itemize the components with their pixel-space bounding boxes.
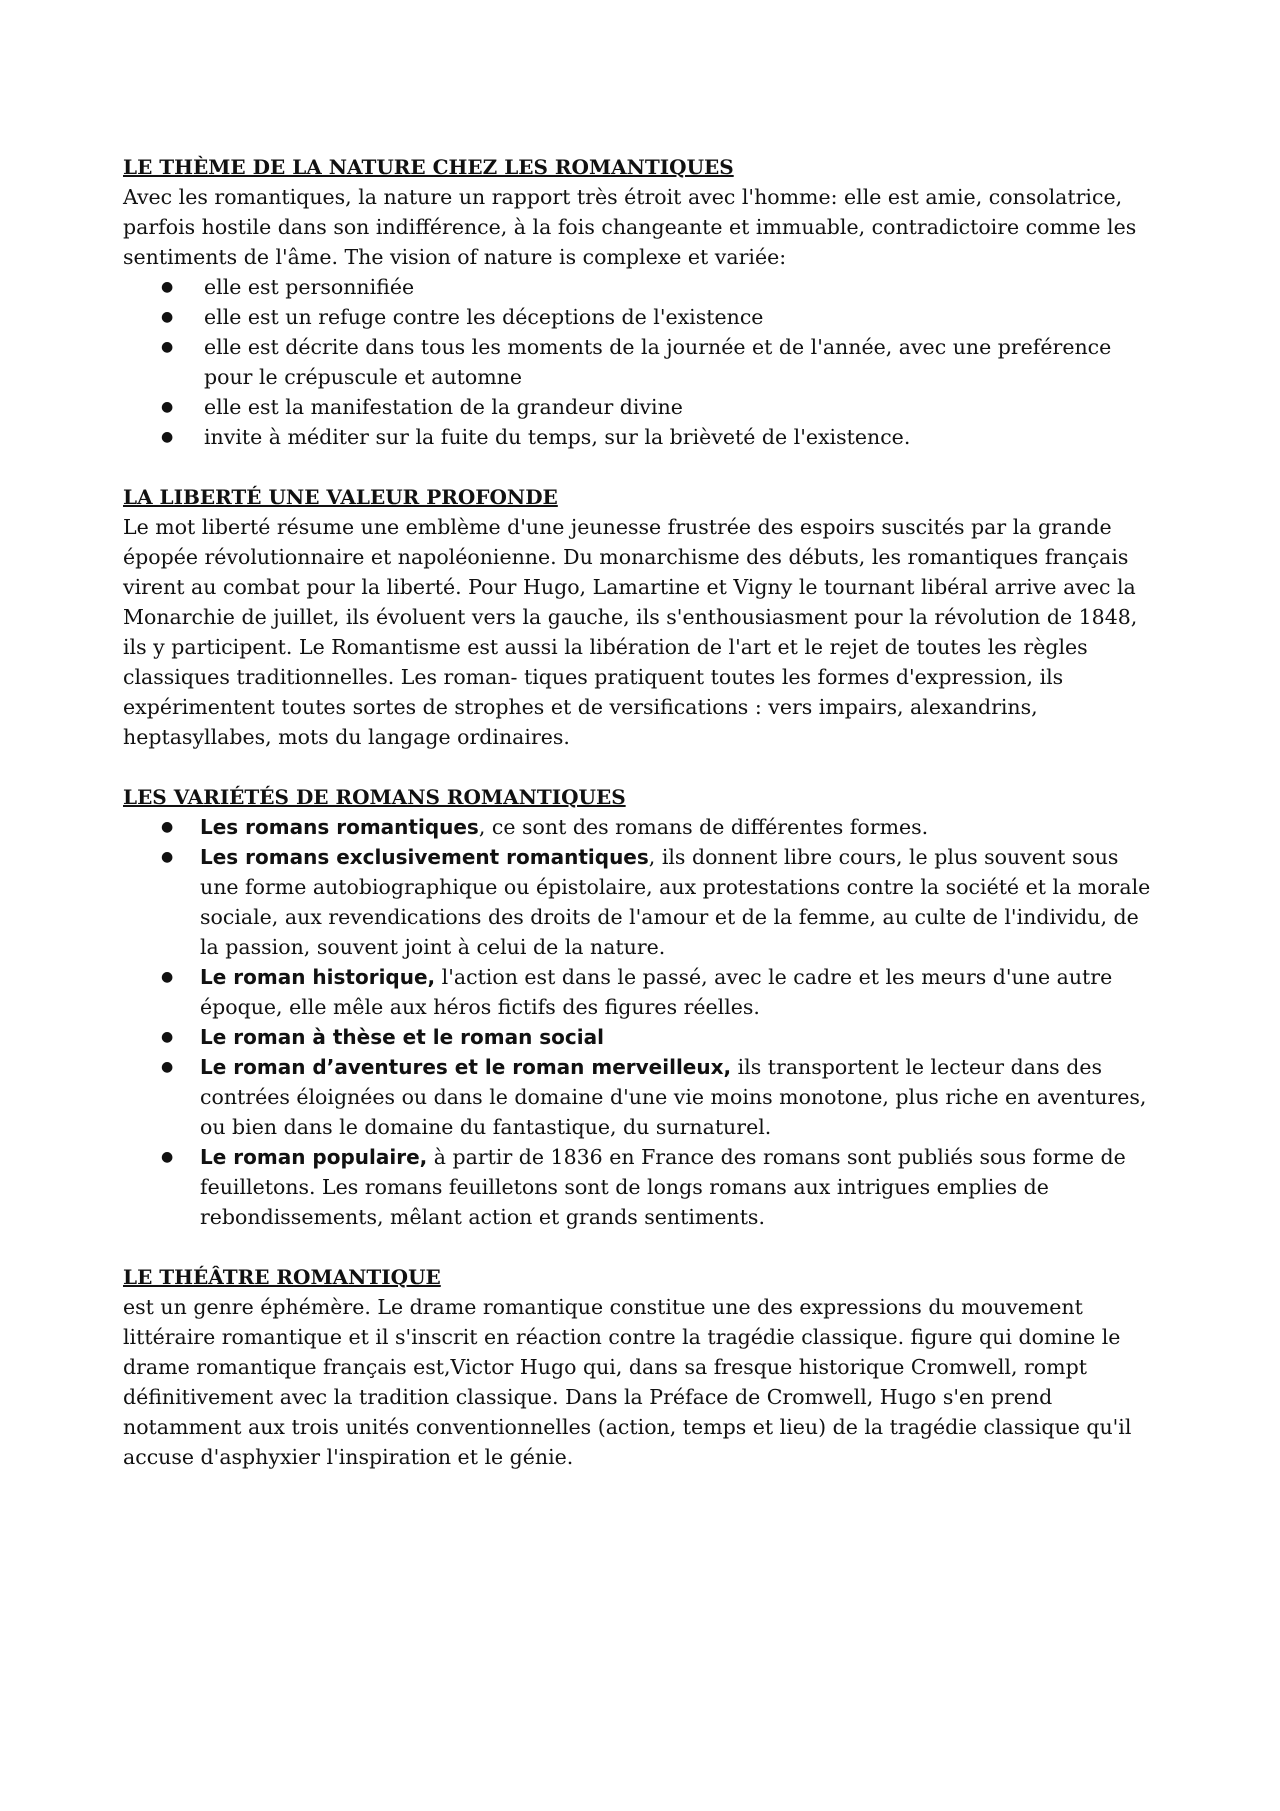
list-item bbox=[123, 392, 1163, 422]
item-bold-term: Le roman à thèse et le roman social bbox=[200, 1025, 604, 1049]
list-item bbox=[123, 332, 1163, 392]
section-text: Le mot liberté résume une emblème d'une jeunesse frustrée des espoirs suscités par la grande épopée révolutionnaire et napoléonienne. Du monarchisme des débuts, les romantiques français virent au combat pour la liberté. Pour Hugo, Lamartine et Vigny le tournant libéral arrive avec la Monarchie de juillet, ils évoluent vers la gauche, ils s'enthousiasment pour la révolution de 1848, ils y participent. Le Romantisme est aussi la libération de l'art et le rejet de toutes les règles classiques traditionnelles. Les roman- tiques pratiquent toutes les formes d'expression, ils expérimentent toutes sortes de strophes et de versifications : vers impairs, alexandrins, heptasyllabes, mots du langage ordinaires. bbox=[123, 515, 1138, 749]
list-item-text: invite à méditer sur la fuite du temps, sur la brièveté de l'existence. bbox=[204, 425, 911, 449]
section-intro: Avec les romantiques, la nature un rapport très étroit avec l'homme: elle est amie, consolatrice, parfois hostile dans son indifférence, à la fois changeante et immuable, contradictoire comme les sentiments de l'âme. The vision of nature is complexe et variée: bbox=[123, 185, 1137, 269]
bullet-list bbox=[123, 272, 1163, 452]
item-description: , ce sont des romans de différentes formes. bbox=[478, 815, 929, 839]
list-item-text: elle est personnifiée bbox=[204, 275, 415, 299]
list-item bbox=[123, 1142, 1163, 1232]
list-item bbox=[123, 272, 1163, 302]
item-description: à partir de 1836 en France des romans sont publiés sous forme de feuilletons. Les romans feuilletons sont de longs romans aux intrigues emplies de rebondissements, mêlant action et grands sentiments. bbox=[200, 1145, 1126, 1229]
bullet-list bbox=[123, 812, 1163, 1232]
section-heading: LE THÈME DE LA NATURE CHEZ LES ROMANTIQUES bbox=[123, 155, 734, 179]
section-heading: LES VARIÉTÉS DE ROMANS ROMANTIQUES bbox=[123, 785, 626, 809]
section-liberte bbox=[123, 482, 1163, 752]
item-description: , ils donnent libre cours, le plus souvent sous une forme autobiographique ou épistolaire, aux protestations contre la société et la morale sociale, aux revendications des droits de l'amour et de la femme, au culte de l'individu, de la passion, souvent joint à celui de la nature. bbox=[200, 845, 1151, 959]
list-item bbox=[123, 422, 1163, 452]
bullet-icon: ● bbox=[161, 429, 174, 445]
bullet-icon: ● bbox=[161, 279, 174, 295]
section-text: est un genre éphémère. Le drame romantique constitue une des expressions du mouvement littéraire romantique et il s'inscrit en réaction contre la tragédie classique. figure qui domine le drame romantique français est,Victor Hugo qui, dans sa fresque historique Cromwell, rompt définitivement avec la tradition classique. Dans la Préface de Cromwell, Hugo s'en prend notamment aux trois unités conventionnelles (action, temps et lieu) de la tragédie classique qu'il accuse d'asphyxier l'inspiration et le génie. bbox=[123, 1295, 1132, 1469]
list-item-text: elle est décrite dans tous les moments de la journée et de l'année, avec une preférence pour le crépuscule et automne bbox=[204, 335, 1112, 389]
list-item bbox=[123, 842, 1163, 962]
section-heading: LE THÉÂTRE ROMANTIQUE bbox=[123, 1265, 441, 1289]
item-description: l'action est dans le passé, avec le cadre et les meurs d'une autre époque, elle mêle aux héros fictifs des figures réelles. bbox=[200, 965, 1113, 1019]
bullet-icon: ● bbox=[161, 1059, 174, 1075]
section-nature bbox=[123, 152, 1163, 452]
bullet-icon: ● bbox=[161, 1149, 174, 1165]
section-theatre bbox=[123, 1262, 1163, 1472]
document-page bbox=[123, 152, 1163, 1502]
list-item bbox=[123, 962, 1163, 1022]
item-bold-term: Les romans romantiques bbox=[200, 815, 479, 839]
bullet-icon: ● bbox=[161, 849, 174, 865]
bullet-icon: ● bbox=[161, 309, 174, 325]
bullet-icon: ● bbox=[161, 399, 174, 415]
bullet-icon: ● bbox=[161, 819, 174, 835]
section-romans bbox=[123, 782, 1163, 1232]
list-item bbox=[123, 1022, 1163, 1052]
item-bold-term: Le roman populaire, bbox=[200, 1145, 428, 1169]
item-bold-term: Les romans exclusivement romantiques bbox=[200, 845, 649, 869]
list-item-text: elle est la manifestation de la grandeur divine bbox=[204, 395, 683, 419]
item-bold-term: Le roman historique, bbox=[200, 965, 436, 989]
item-description: ils transportent le lecteur dans des contrées éloignées ou dans le domaine d'une vie moins monotone, plus riche en aventures, ou bien dans le domaine du fantastique, du surnaturel. bbox=[200, 1055, 1147, 1139]
list-item-text: elle est un refuge contre les déceptions de l'existence bbox=[204, 305, 764, 329]
item-bold-term: Le roman d’aventures et le roman merveilleux, bbox=[200, 1055, 732, 1079]
section-heading: LA LIBERTÉ UNE VALEUR PROFONDE bbox=[123, 485, 558, 509]
list-item bbox=[123, 302, 1163, 332]
list-item bbox=[123, 812, 1163, 842]
bullet-icon: ● bbox=[161, 1029, 174, 1045]
bullet-icon: ● bbox=[161, 969, 174, 985]
list-item bbox=[123, 1052, 1163, 1142]
bullet-icon: ● bbox=[161, 339, 174, 355]
